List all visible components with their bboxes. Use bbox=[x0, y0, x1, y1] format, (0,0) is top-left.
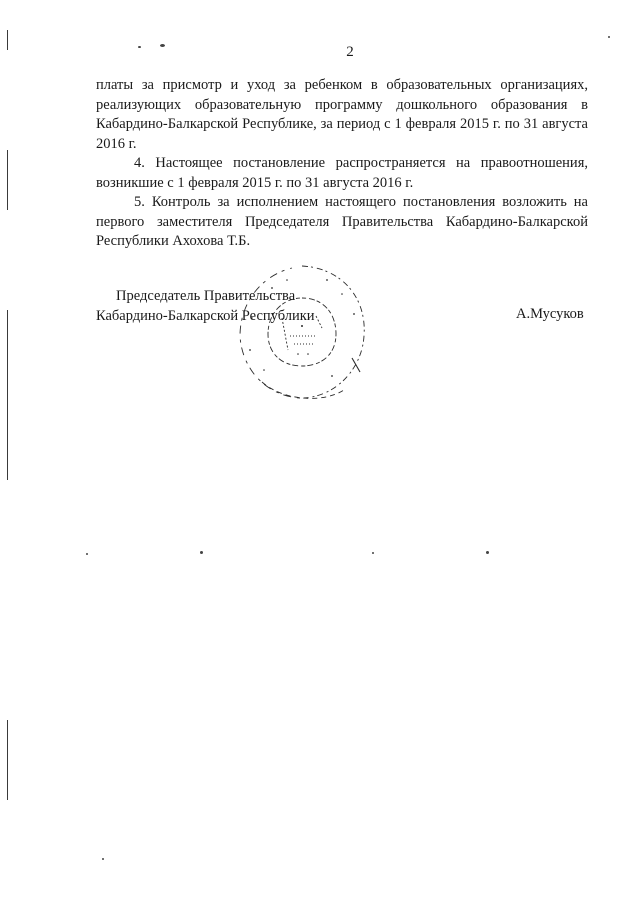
continuation-paragraph: платы за присмотр и уход за ребенком в образовательных организациях, реализующих образовательную программу дошкольного образования в Кабардино-Балкарской Республике, за период с 1 февраля 2015 г. по 31 августа 2016 г. bbox=[96, 77, 588, 152]
body-text-continuation bbox=[96, 76, 588, 154]
body-paragraph-5 bbox=[96, 193, 588, 252]
scan-margin-line bbox=[7, 310, 8, 480]
signatory-name: А.Мусуков bbox=[516, 306, 584, 322]
paragraph-5-text: 5. Контроль за исполнением настоящего постановления возложить на первого заместителя Председателя Правительства Кабардино-Балкарской Республики Ахохова Т.Б. bbox=[96, 194, 588, 249]
scan-speck bbox=[608, 36, 610, 38]
scan-speck bbox=[486, 551, 489, 554]
scan-margin-line bbox=[7, 150, 8, 210]
scan-speck bbox=[102, 858, 104, 860]
scan-margin-line bbox=[7, 720, 8, 800]
scan-margin-line bbox=[7, 30, 8, 50]
round-stamp-icon bbox=[232, 258, 372, 408]
scan-speck bbox=[86, 553, 88, 555]
signatory-title bbox=[96, 287, 315, 326]
page-number: 2 bbox=[346, 44, 354, 60]
body-paragraph-4 bbox=[96, 154, 588, 193]
signatory-title-line-2: Кабардино-Балкарской Республики bbox=[96, 307, 315, 324]
scan-speck bbox=[200, 551, 203, 554]
signatory-title-line-1: Председатель Правительства bbox=[116, 288, 296, 304]
scan-speck bbox=[372, 552, 374, 554]
paragraph-4-text: 4. Настоящее постановление распространяется на правоотношения, возникшие с 1 февраля 2015 г. по 31 августа 2016 г. bbox=[96, 155, 588, 191]
